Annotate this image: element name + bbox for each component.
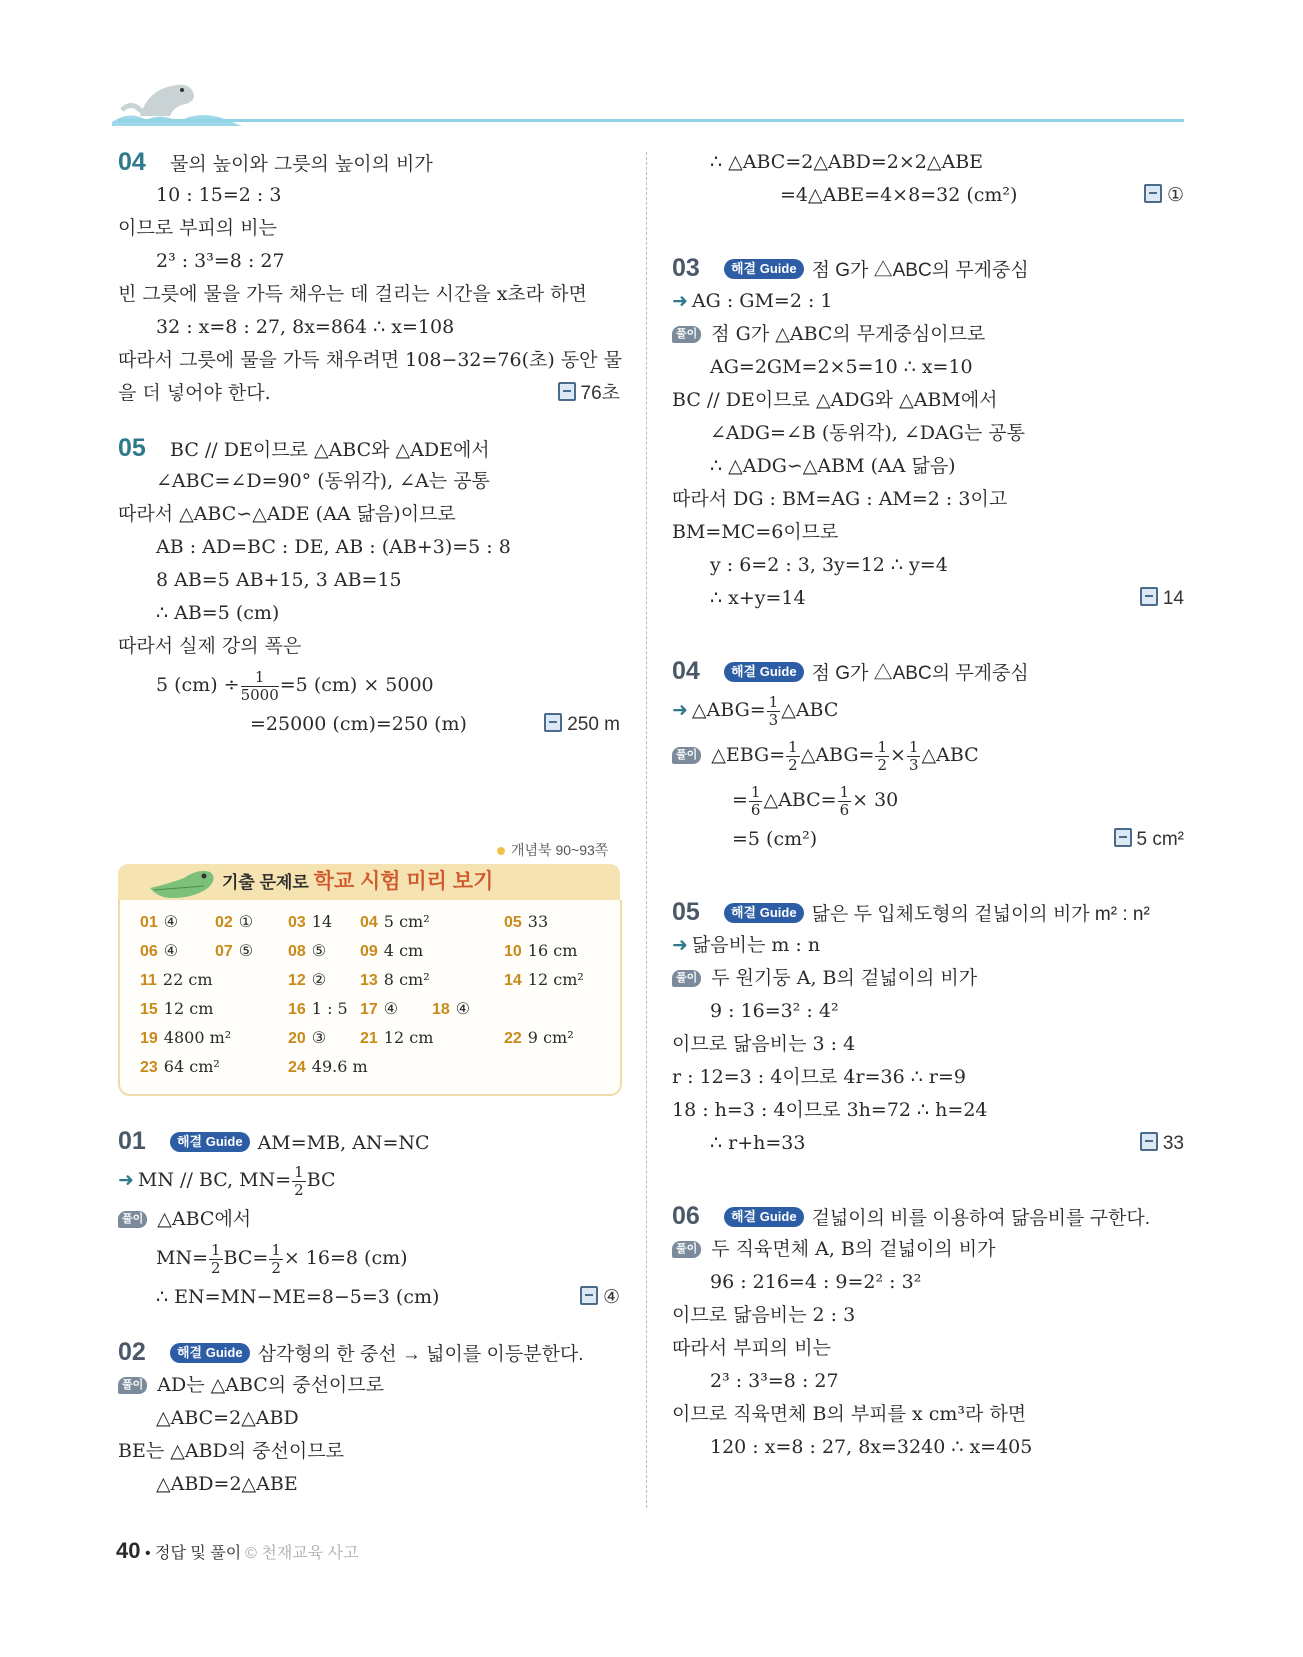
math-line: r : 12=3 : 4이므로 4r=36 ∴ r=9 [672,1066,966,1088]
exam-answer-item [140,1057,220,1077]
exam-answer-item [140,970,213,990]
exam-item-answer: ④ [163,912,179,931]
answer [580,1281,620,1314]
exam-answer-item [360,941,423,961]
math-part: =25000 (cm)=250 (m) [250,713,467,735]
exam-item-number: 23 [140,1059,158,1076]
exam-item-answer: ④ [163,941,179,960]
math-part: × [890,744,906,766]
math-line: y : 6=2 : 3, 3y=12 ∴ y=4 [710,554,948,576]
exam-answer-item [432,999,470,1019]
math-line: 2³ : 3³=8 : 27 [710,1370,839,1392]
column-divider [646,152,647,1508]
denominator: 6 [750,800,761,819]
fraction [907,739,921,774]
guide-badge: 해결 Guide [170,1132,250,1152]
math-line [118,1236,620,1281]
math-line: 96 : 216=4 : 9=2² : 3² [710,1271,922,1293]
math-part: ∴ x+y=14 [710,587,806,609]
exam-item-number: 03 [288,914,306,931]
math-part: △ABC [781,699,839,721]
text-part: 점 G가 △ABC의 무게중심이므로 [711,323,986,345]
denominator: 6 [839,800,850,819]
exam-item-number: 09 [360,943,378,960]
math-line [118,1281,620,1314]
math-part: 닮음비는 m : n [691,934,821,956]
text-line-end: 을 더 넣어야 한다. [118,382,271,404]
exam-item-answer: ⑤ [311,941,327,960]
math-part: =4△ABE=4×8=32 (cm²) [780,184,1018,206]
exam-item-answer: ⑤ [238,941,254,960]
exam-answer-item [288,912,332,932]
exam-answer-item [360,970,430,990]
exam-item-answer: ① [238,912,254,931]
exam-item-answer: 12 cm [383,1028,434,1047]
math-line: 18 : h=3 : 4이므로 3h=72 ∴ h=24 [672,1099,988,1121]
math-line: △ABD=2△ABE [156,1473,298,1495]
exam-item-number: 22 [504,1030,522,1047]
math-line: 2³ : 3³=8 : 27 [156,250,285,272]
problem-number: 05 [118,434,146,462]
exam-answer-item [288,941,326,961]
guide-text: 닮은 두 입체도형의 겉넓이의 비가 m² : n² [811,904,1150,925]
math-line: AB : AD=BC : DE, AB : (AB+3)=5 : 8 [156,536,511,558]
math-line [672,733,1184,778]
answer [1144,179,1184,212]
math-line [672,778,1184,823]
exam-answer-item [504,1028,574,1048]
math-part: 5 (cm) ÷ [156,674,240,696]
math-part: × 30 [852,789,899,811]
solution-label: 풀이 [672,326,701,343]
exam-item-answer: 12 cm² [527,970,584,989]
math-line [672,285,1184,318]
answer [1114,823,1185,856]
solution-label: 풀이 [118,1211,147,1228]
exam-item-answer: 16 cm [527,941,578,960]
text-line [118,1203,620,1236]
answer [1140,582,1184,615]
answer [558,377,621,410]
seal-mascot-icon [112,70,242,126]
math-part: BC [306,1169,336,1191]
solution-label: 풀이 [672,1241,701,1258]
exam-answer-grid [118,900,622,1096]
exam-item-answer: 49.6 m [311,1057,368,1076]
math-line [672,179,1184,212]
exam-item-number: 15 [140,1001,158,1018]
fraction [875,739,889,774]
math-part: ∴ EN=MN−ME=8−5=3 (cm) [156,1286,440,1308]
exam-answer-item [504,970,584,990]
denominator: 2 [211,1258,221,1277]
text-line: BC // DE이므로 △ADG와 △ABM에서 [672,389,998,411]
text-line: 따라서 실제 강의 폭은 [118,635,302,657]
text-line: 이므로 닮음비는 3 : 4 [672,1033,856,1055]
math-line: 10 : 15=2 : 3 [156,184,282,206]
math-line [118,708,620,741]
text-part: 두 원기둥 A, B의 겉넓이의 비가 [711,967,978,989]
text-line [672,962,1184,995]
problem-number: 01 [118,1127,146,1155]
exam-answer-item [140,941,178,961]
exam-answer-item [140,1028,231,1048]
exam-title-prefix: 기출 문제로 [222,873,309,892]
numerator: 1 [750,782,761,801]
exam-item-number: 02 [215,914,233,931]
answer-value: ① [1166,185,1184,206]
exam-item-number: 14 [504,972,522,989]
text-part: △ABC에서 [157,1208,252,1230]
math-line: ∠ABC=∠D=90° (동위각), ∠A는 공통 [156,470,490,492]
crocodile-icon [148,858,218,902]
exam-item-answer: 22 cm [162,970,213,989]
exam-banner [118,864,620,900]
exam-item-number: 07 [215,943,233,960]
solution-label: 풀이 [672,970,701,987]
text-line: 이므로 닮음비는 2 : 3 [672,1304,856,1326]
guide-badge: 해결 Guide [724,259,804,279]
question-02-continued [672,146,1184,212]
math-line [672,823,1184,856]
answer-icon [1114,828,1132,847]
denominator: 2 [788,755,798,774]
page-reference: 개념북 90~93쪽 [497,840,608,860]
fraction [786,739,800,774]
denominator: 2 [271,1258,281,1277]
exam-item-number: 20 [288,1030,306,1047]
math-line: ∴ △ADG∽△ABM (AA 닮음) [710,455,956,477]
text-line [118,377,620,410]
numerator: 1 [908,737,919,756]
exam-item-number: 16 [288,1001,306,1018]
text-line [672,1233,1184,1266]
math-line: ∠ADG=∠B (동위각), ∠DAG는 공통 [710,422,1026,444]
right-column [672,146,1184,1464]
text-line: 빈 그릇에 물을 가득 채우는 데 걸리는 시간을 x초라 하면 [118,283,587,305]
math-part: =5 (cm²) [732,828,818,850]
math-part: AG : GM=2 : 1 [691,290,833,312]
arrow-icon: ➜ [118,1169,134,1191]
guide-text: 겉넓이의 비를 이용하여 닮음비를 구한다. [811,1208,1150,1229]
arrow-icon: ➜ [672,934,688,956]
exam-answer-item [140,912,178,932]
math-line: AG=2GM=2×5=10 ∴ x=10 [710,356,973,378]
exam-answer-item [504,941,577,961]
exam-item-number: 12 [288,972,306,989]
exam-title [222,868,493,897]
exam-answer-item [360,1028,433,1048]
fraction [241,669,279,704]
fraction [269,1242,283,1277]
math-line [118,663,620,708]
numerator: 1 [271,1240,281,1259]
exam-item-number: 13 [360,972,378,989]
question-01 [118,1125,620,1314]
exam-answer-item [288,1028,326,1048]
exam-item-number: 01 [140,914,158,931]
exam-item-answer: 5 cm² [383,912,430,931]
math-line: ∴ AB=5 (cm) [156,602,280,624]
denominator: 5000 [240,685,279,704]
math-part: △ABG= [691,699,766,721]
answer-value: 250 m [567,714,620,735]
exam-item-answer: 9 cm² [527,1028,574,1047]
exam-item-answer: 4 cm [383,941,424,960]
guide-text: AM=MB, AN=NC [257,1132,430,1154]
math-part: BC= [223,1247,269,1269]
math-part: △EBG= [711,744,786,766]
exam-item-number: 05 [504,914,522,931]
exam-item-number: 08 [288,943,306,960]
fraction [838,784,852,819]
exam-item-answer: 8 cm² [383,970,430,989]
math-line: ∴ △ABC=2△ABD=2×2△ABE [710,151,984,173]
guide-text: 삼각형의 한 중선 → 넓이를 이등분한다. [257,1344,584,1365]
problem-number: 04 [672,657,700,685]
math-part: ∴ r+h=33 [710,1132,806,1154]
math-line [118,1158,620,1203]
answer-value: 5 cm² [1136,829,1184,850]
text-line: 따라서 DG : BM=AG : AM=2 : 3이고 [672,488,1008,510]
text-line [672,318,1184,351]
numerator: 1 [839,782,850,801]
math-part: △ABG= [800,744,875,766]
guide-badge: 해결 Guide [724,903,804,923]
question-04 [672,655,1184,856]
denominator: 2 [877,755,888,774]
problem-05 [118,432,620,741]
math-part: = [732,789,748,811]
exam-answer-item [140,999,213,1019]
problem-number: 06 [672,1202,700,1230]
text-line: 따라서 그릇에 물을 가득 채우려면 108−32=76(초) 동안 물 [118,349,622,371]
exam-item-answer: ④ [383,999,399,1018]
question-02 [118,1336,620,1501]
text-line: 따라서 부피의 비는 [672,1337,831,1359]
exam-item-answer: 12 cm [163,999,214,1018]
footer-label: • 정답 및 풀이 [144,1545,242,1562]
answer [1140,1127,1184,1160]
text-line: 이므로 부피의 비는 [118,217,277,239]
left-column-lower [118,1125,620,1501]
exam-item-answer: ② [311,970,327,989]
exam-item-number: 19 [140,1030,158,1047]
math-line: 9 : 16=3² : 4² [710,1000,839,1022]
exam-answer-item [288,1057,368,1077]
problem-number: 04 [118,148,146,176]
math-line [672,929,1184,962]
exam-item-number: 06 [140,943,158,960]
answer-icon [1144,184,1162,203]
guide-badge: 해결 Guide [170,1343,250,1363]
question-06 [672,1200,1184,1464]
text-line: 따라서 △ABC∽△ADE (AA 닮음)이므로 [118,503,456,525]
answer-value: ④ [602,1287,620,1308]
math-line [672,1127,1184,1160]
numerator: 1 [211,1240,221,1259]
page-footer [116,1538,359,1564]
exam-answer-item [360,999,398,1019]
header-rule [118,119,1184,122]
math-part: × 16=8 (cm) [283,1247,408,1269]
exam-item-answer: ③ [311,1028,327,1047]
problem-number: 03 [672,254,700,282]
answer-icon [544,713,562,732]
text-line: BC // DE이므로 △ABC와 △ADE에서 [170,439,490,461]
fraction [767,694,781,729]
arrow-icon: ➜ [672,699,688,721]
exam-item-answer: 4800 m² [163,1028,232,1047]
exam-item-number: 04 [360,914,378,931]
arrow-icon: ➜ [672,290,688,312]
text-part: AD는 △ABC의 중선이므로 [157,1374,384,1396]
question-05 [672,896,1184,1160]
answer-icon [1140,587,1158,606]
fraction [292,1164,306,1199]
solution-label: 풀이 [118,1377,147,1394]
math-part: △ABC= [763,789,837,811]
exam-answer-item [360,912,430,932]
answer-icon [558,382,576,401]
numerator: 1 [294,1162,304,1181]
fraction [209,1242,223,1277]
math-line: 32 : x=8 : 27, 8x=864 ∴ x=108 [156,316,455,338]
text-line: 이므로 직육면체 B의 부피를 x cm³라 하면 [672,1403,1027,1425]
exam-item-number: 10 [504,943,522,960]
math-line [672,688,1184,733]
watermark: © 천재교육 사고 [245,1545,359,1562]
problem-04 [118,146,620,410]
numerator: 1 [877,737,888,756]
exam-item-number: 18 [432,1001,450,1018]
text-part: 두 직육면체 A, B의 겉넓이의 비가 [711,1238,996,1260]
text-line: BE는 △ABD의 중선이므로 [118,1440,344,1462]
answer-value: 14 [1162,588,1184,609]
math-part: △ABC [921,744,979,766]
denominator: 2 [294,1180,304,1199]
guide-badge: 해결 Guide [724,1207,804,1227]
problem-number: 02 [118,1338,146,1366]
exam-answer-item [215,912,253,932]
guide-badge: 해결 Guide [724,662,804,682]
exam-item-number: 17 [360,1001,378,1018]
numerator: 1 [241,669,279,687]
exam-item-answer: 14 [311,912,333,931]
page-number: 40 [116,1538,141,1563]
exam-answer-item [288,970,326,990]
answer-icon [580,1286,598,1305]
fraction [749,784,763,819]
math-line: 120 : x=8 : 27, 8x=3240 ∴ x=405 [710,1436,1033,1458]
text-line [118,1369,620,1402]
exam-item-number: 11 [140,972,157,989]
answer-value: 76초 [580,383,620,404]
numerator: 1 [768,692,779,711]
exam-answer-item [215,941,253,961]
exam-item-answer: 33 [527,912,549,931]
answer-icon [1140,1132,1158,1151]
exam-item-answer: 1 : 5 [311,999,348,1018]
denominator: 3 [768,710,779,729]
left-column [118,146,620,741]
text-line: BM=MC=6이므로 [672,521,839,543]
solution-label: 풀이 [672,747,701,764]
question-03 [672,252,1184,615]
text-line: 물의 높이와 그릇의 높이의 비가 [170,153,433,175]
math-part: MN // BC, MN= [137,1169,292,1191]
exam-answer-item [504,912,548,932]
exam-title-highlight: 학교 시험 미리 보기 [313,870,494,893]
exam-item-answer: ④ [455,999,471,1018]
math-line: △ABC=2△ABD [156,1407,299,1429]
exam-item-answer: 64 cm² [163,1057,220,1076]
guide-text: 점 G가 △ABC의 무게중심 [811,663,1029,684]
exam-answer-item [288,999,348,1019]
math-line [672,582,1184,615]
math-part: MN= [156,1247,208,1269]
problem-number: 05 [672,898,700,926]
math-line: 8 AB=5 AB+15, 3 AB=15 [156,569,402,591]
denominator: 3 [908,755,919,774]
answer [544,708,620,741]
guide-text: 점 G가 △ABC의 무게중심 [811,260,1029,281]
math-part: =5 (cm) × 5000 [279,674,434,696]
exam-item-number: 21 [360,1030,378,1047]
answer-value: 33 [1162,1133,1184,1154]
numerator: 1 [788,737,798,756]
exam-item-number: 24 [288,1059,306,1076]
